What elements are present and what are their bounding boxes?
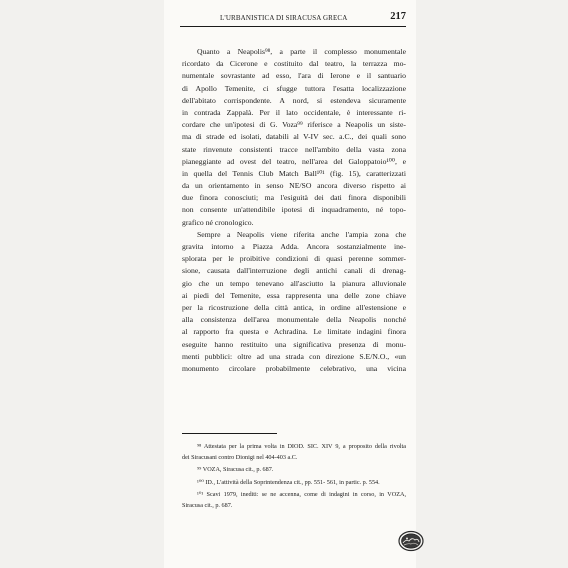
footnote-rule: [182, 433, 277, 434]
footnote-line: ¹⁰¹ Scavi 1979, inediti: se ne accenna, come di indagini in corso, in VOZA,: [197, 491, 406, 499]
page-number: 217: [390, 11, 406, 22]
paragraph-neapolis: [182, 46, 406, 229]
text-line: non consente un'attendibile ipotesi di inquadramento, né topo-: [182, 205, 406, 215]
text-line: monumento circolare probabilmente celebrativo, una vicina: [182, 363, 406, 373]
text-line: ai piedi del Temenite, essa rappresenta una delle zone chiave: [182, 290, 406, 300]
publisher-logo-icon: [398, 530, 424, 552]
text-line: in quella del Tennis Club Match Ball¹⁰¹ (fig. 15), caratterizzati: [182, 168, 406, 178]
footnote-line: Siracusa cit., p. 687.: [182, 501, 233, 509]
text-line: pianeggiante ad ovest del teatro, nell'area del Galoppatoio¹⁰⁰, e: [182, 156, 406, 166]
footnote-99: [182, 465, 406, 476]
footnote-line: dei Siracusani contro Dionigi nel 404-403 a.C.: [182, 453, 298, 461]
text-line: sione, causata dall'interruzione degli antichi canali di drenag-: [182, 266, 406, 276]
running-title: L'URBANISTICA DI SIRACUSA GRECA: [220, 14, 348, 22]
book-page: [164, 0, 416, 568]
footnote-line: ¹⁰⁰ ID., L'attività della Soprintendenza cit., pp. 551- 561, in partic. p. 554.: [197, 478, 380, 486]
text-line: per la ricostruzione della città antica, in ordine all'estensione e: [182, 302, 406, 312]
paragraph-piazza-adda: [182, 229, 406, 375]
text-line: gravita intorno a Piazza Adda. Ancora sostanzialmente ine-: [182, 242, 406, 251]
footnote-line: ⁹⁸ Attestata per la prima volta in DIOD. SIC. XIV 9, a proposito della rivolta: [197, 443, 406, 450]
footnotes: [182, 442, 406, 512]
body-text: [182, 46, 406, 375]
text-line: di Apollo Temenite, ci sfugge tuttora l'esatta localizzazione: [182, 83, 406, 93]
text-line: ricordato da Cicerone e costituito dal teatro, la terrazza mo-: [182, 59, 406, 69]
text-line: Quanto a Neapolis⁹⁸, a parte il complesso monumentale: [197, 47, 406, 56]
footnote-101: [182, 490, 406, 511]
text-line: numentale sovrastante ad esso, l'ara di Ierone e il santuario: [182, 71, 406, 81]
header-rule: [180, 26, 406, 27]
text-line: grafico né cronologico.: [182, 217, 254, 227]
text-line: in contrada Zappalà. Per il lato occidentale, è interessante ri-: [182, 107, 406, 117]
text-line: da un orientamento in senso NE/SO ancora diverso rispetto ai: [182, 181, 406, 191]
text-line: eseguite hanno restituito una significativa presenza di monu-: [182, 339, 406, 349]
text-line: alla consistenza dell'area monumentale della Neapolis nonché: [182, 315, 406, 325]
text-line: gio che un tempo tenevano all'asciutto la pianura alluvionale: [182, 278, 406, 288]
footnote-line: ⁹⁹ VOZA, Siracusa cit., p. 687.: [197, 466, 274, 474]
text-line: ma di strade ed isolati, databili al V-IV sec. a.C., dei quali sono: [182, 132, 406, 142]
text-line: menti pubblici: oltre ad una strada con direzione S.E/N.O., «un: [182, 351, 406, 361]
text-line: al rapporto fra questa e Achradina. Le limitate indagini finora: [182, 327, 406, 337]
text-line: splorata per le proibitive condizioni di quasi perenne sommer-: [182, 254, 406, 264]
footnote-98: [182, 442, 406, 463]
text-line: Sempre a Neapolis viene riferita anche l'ampia zona che: [197, 229, 406, 239]
text-line: due finora conosciuti; ma l'esiguità dei dati finora disponibili: [182, 193, 406, 203]
running-head: [164, 10, 416, 26]
text-line: cordare che un'ipotesi di G. Voza⁹⁹ riferisce a Neapolis un siste-: [182, 120, 406, 130]
text-line: state rinvenute consistenti tracce nell'ambito della vasta zona: [182, 144, 406, 154]
footnote-100: [182, 478, 406, 489]
text-line: dell'abitato corrispondente. A nord, si estendeva sicuramente: [182, 95, 406, 105]
